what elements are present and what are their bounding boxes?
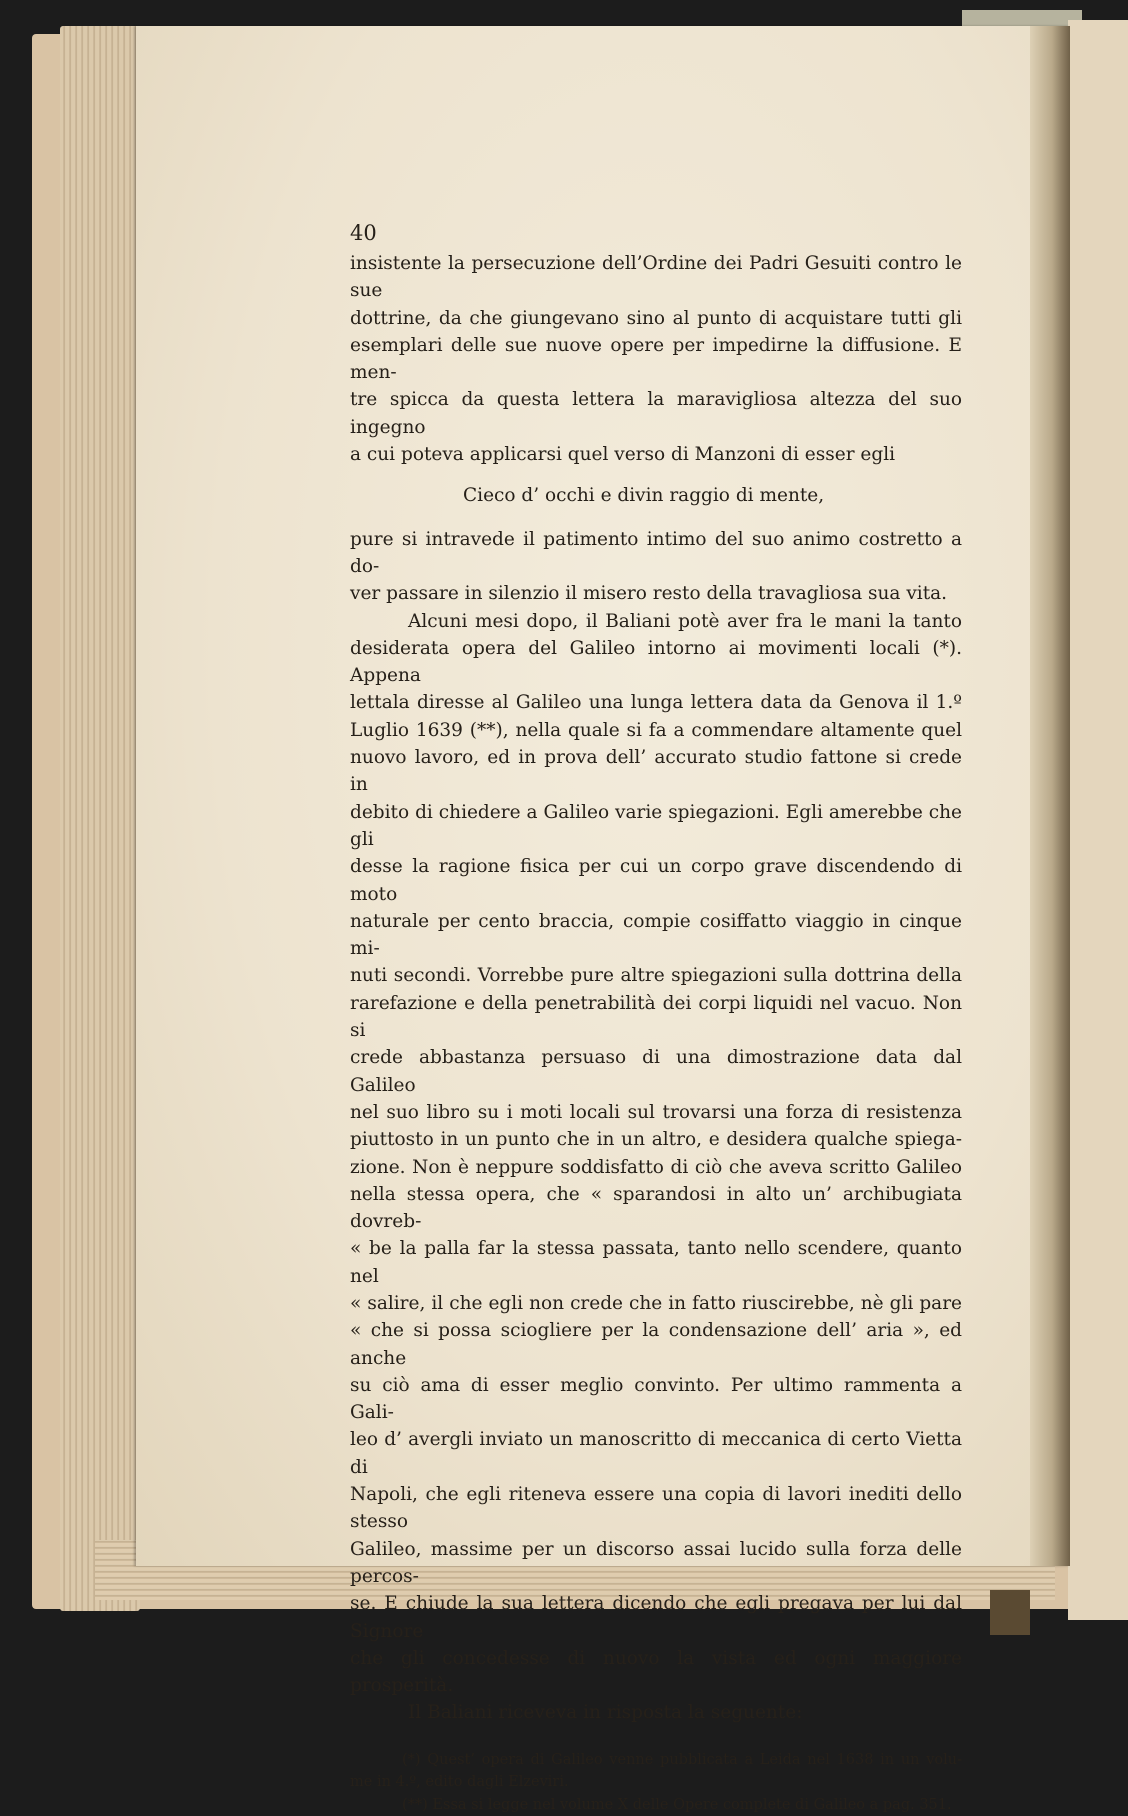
text-line: « salire, il che egli non crede che in fatto riuscirebbe, nè gli pare	[350, 1292, 962, 1314]
text-line: crede abbastanza persuaso di una dimostrazione data dal Galileo	[350, 1047, 962, 1096]
text-line: pure si intravede il patimento intimo del suo animo costretto a do-	[350, 528, 962, 577]
footnote-line: (**) Essa si legge nel volume X delle Opere complete di Galileo a pag. 351.	[402, 1796, 952, 1813]
text-line: nella stessa opera, che « sparandosi in alto un’ archibugiata dovreb-	[350, 1183, 962, 1233]
text-line: Alcuni mesi dopo, il Baliani potè aver fra le mani la tanto	[408, 610, 962, 632]
page-number: 40	[350, 221, 377, 245]
text-line: « be la palla far la stessa passata, tanto nello scendere, quanto nel	[350, 1238, 962, 1287]
text-line: insistente la persecuzione dell’Ordine dei Padri Gesuiti contro le sue	[350, 253, 962, 302]
page-content	[350, 218, 962, 1816]
text-line: che gli concedesse di nuovo la vista ed ogni maggiore prosperità.	[350, 1647, 962, 1697]
text-line: se. E chiude la sua lettera dicendo che egli pregava per lui dal Signore	[350, 1593, 962, 1642]
paragraph-4	[350, 1699, 962, 1726]
text-line: naturale per cento braccia, compie cosiffatto viaggio in cinque mi-	[350, 910, 962, 960]
text-line: esemplari delle sue nuove opere per impedirne la diffusione. E men-	[350, 334, 962, 384]
footnote-line: me in 4.º, edito dagli Elzeviri.	[350, 1774, 569, 1791]
text-line: Il Baliani riceveva in risposta la seguente:	[408, 1702, 803, 1724]
text-line: lettala diresse al Galileo una lunga lettera data da Genova il 1.º	[350, 692, 962, 714]
text-line: tre spicca da questa lettera la maravigliosa altezza del suo ingegno	[350, 389, 962, 438]
text-line: nel suo libro su i moti locali sul trovarsi una forza di resistenza	[350, 1101, 962, 1123]
book-gutter	[1030, 26, 1070, 1566]
paragraph-2	[350, 526, 962, 608]
paragraph-1	[350, 250, 962, 468]
text-line: piuttosto in un punto che in un altro, e desidera qualche spiega-	[350, 1129, 962, 1151]
text-line: Galileo, massime per un discorso assai lucido sulla forza delle percos-	[350, 1538, 962, 1587]
footnote-line: (*) Quest’ opera di Galileo venne pubblicata a Leida nel 1638 in un volu-	[402, 1751, 962, 1768]
text-line: nuti secondi. Vorrebbe pure altre spiegazioni sulla dottrina della	[350, 965, 962, 987]
paragraph-3	[350, 608, 962, 1700]
text-line: a cui poteva applicarsi quel verso di Manzoni di esser egli	[350, 444, 896, 466]
text-line: Napoli, che egli riteneva essere una copia di lavori inediti dello stesso	[350, 1484, 962, 1533]
page-edges-left	[60, 26, 140, 1611]
facing-page-edge	[1068, 20, 1128, 1620]
text-line: rarefazione e della penetrabilità dei corpi liquidi nel vacuo. Non si	[350, 992, 962, 1042]
text-line: desiderata opera del Galileo intorno ai movimenti locali (*). Appena	[350, 637, 962, 687]
footnotes	[350, 1749, 962, 1816]
text-line: leo d’ avergli inviato un manoscritto di meccanica di certo Vietta di	[350, 1429, 962, 1478]
text-line: dottrine, da che giungevano sino al punto di acquistare tutti gli	[350, 307, 962, 329]
text-line: Luglio 1639 (**), nella quale si fa a commendare altamente quel	[350, 719, 962, 741]
text-line: « che si possa sciogliere per la condensazione dell’ aria », ed anche	[350, 1320, 962, 1369]
verse-quote: Cieco d’ occhi e divin raggio di mente,	[463, 485, 825, 507]
text-line: desse la ragione fisica per cui un corpo grave discendendo di moto	[350, 856, 962, 905]
text-line: nuovo lavoro, ed in prova dell’ accurato studio fattone si crede in	[350, 747, 962, 796]
text-line: ver passare in silenzio il misero resto della travagliosa sua vita.	[350, 583, 948, 605]
bookmark-ribbon	[990, 1590, 1030, 1635]
text-line: zione. Non è neppure soddisfatto di ciò che aveva scritto Galileo	[350, 1156, 962, 1178]
text-line: debito di chiedere a Galileo varie spiegazioni. Egli amerebbe che gli	[350, 801, 962, 850]
text-line: su ciò ama di esser meglio convinto. Per ultimo rammenta a Gali-	[350, 1374, 962, 1424]
